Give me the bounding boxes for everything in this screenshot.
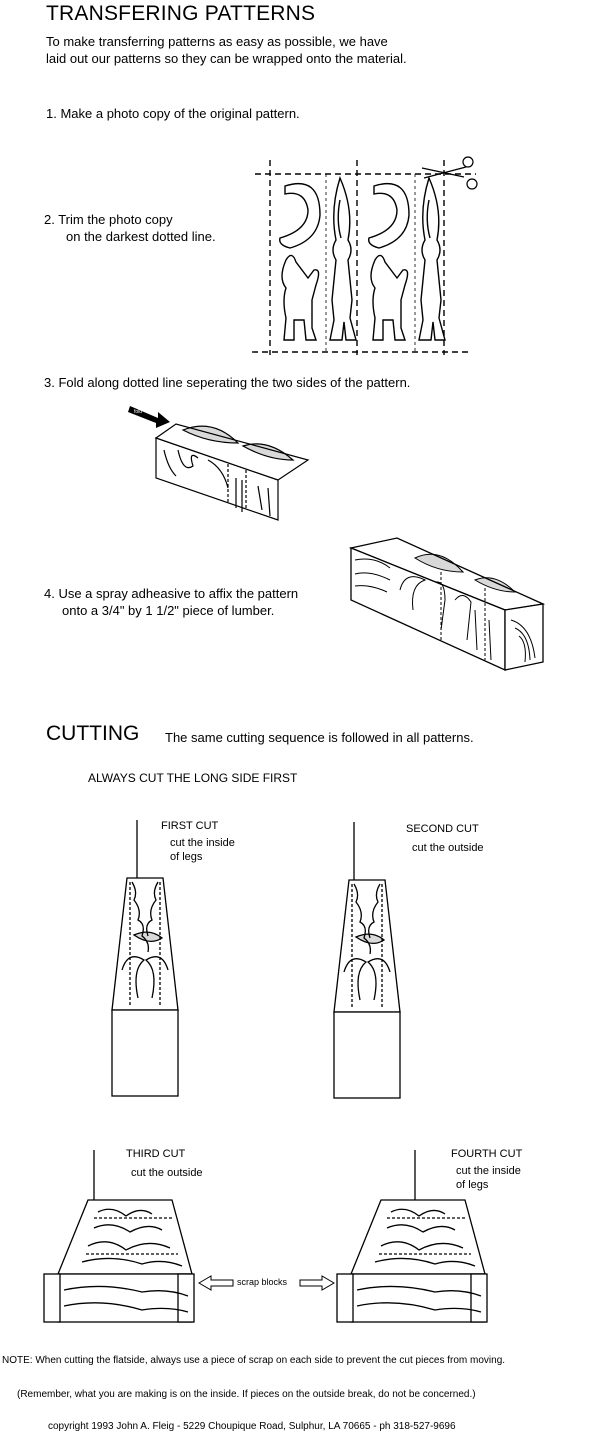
second-cut-label: SECOND CUT: [406, 823, 479, 835]
second-cut-desc: cut the outside: [412, 842, 484, 854]
step-2-text-line-2: on the darkest dotted line.: [66, 229, 216, 244]
cutting-subtitle: The same cutting sequence is followed in all patterns.: [165, 730, 474, 745]
first-cut-desc-line-1: cut the inside: [170, 837, 235, 849]
third-cut-label: THIRD CUT: [126, 1148, 186, 1160]
trim-pattern-illustration: [250, 150, 480, 360]
cutting-rule: ALWAYS CUT THE LONG SIDE FIRST: [88, 771, 298, 785]
fourth-cut-label: FOURTH CUT: [451, 1148, 523, 1160]
step-3-text: 3. Fold along dotted line seperating the two sides of the pattern.: [44, 375, 411, 390]
fold-pattern-illustration: [128, 398, 318, 523]
scissors-icon: [422, 157, 477, 189]
third-cut-desc: cut the outside: [131, 1167, 203, 1179]
fold-arrow-icon: [128, 406, 170, 428]
scrap-blocks-label: scrap blocks: [237, 1277, 288, 1287]
intro-line-2: laid out our patterns so they can be wrapped onto the material.: [46, 51, 407, 66]
step-2-text-line-1: 2. Trim the photo copy: [44, 212, 173, 227]
intro-line-1: To make transferring patterns as easy as possible, we have: [46, 34, 388, 49]
step-4-text-line-1: 4. Use a spray adheasive to affix the pattern: [44, 586, 299, 601]
fourth-cut-desc-line-1: cut the inside: [456, 1165, 521, 1177]
first-cut-label: FIRST CUT: [161, 820, 219, 832]
remember-text: (Remember, what you are making is on the inside. If pieces on the outside break, do not be concerned.): [17, 1389, 476, 1400]
third-cut-illustration: [42, 1150, 197, 1325]
second-cut-illustration: [332, 822, 407, 1102]
scrap-block-arrow-right-icon: [296, 1275, 336, 1291]
step-4-text-line-2: onto a 3/4" by 1 1/2" piece of lumber.: [62, 603, 275, 618]
page-title: TRANSFERING PATTERNS: [46, 2, 316, 25]
fold-arrow-label: fold: [134, 409, 143, 415]
first-cut-desc-line-2: of legs: [170, 851, 203, 863]
copyright-text: copyright 1993 John A. Fleig - 5229 Choupique Road, Sulphur, LA 70665 - ph 318-527-9696: [48, 1421, 456, 1432]
step-1-text: 1. Make a photo copy of the original pattern.: [46, 106, 300, 121]
lumber-block-illustration: [345, 530, 545, 675]
first-cut-illustration: [110, 820, 185, 1100]
fourth-cut-desc-line-2: of legs: [456, 1179, 489, 1191]
fourth-cut-illustration: [335, 1150, 490, 1325]
scrap-block-arrow-left-icon: [197, 1275, 237, 1291]
note-text: NOTE: When cutting the flatside, always use a piece of scrap on each side to prevent the cut pieces from moving.: [2, 1355, 506, 1366]
cutting-heading: CUTTING: [46, 722, 140, 745]
